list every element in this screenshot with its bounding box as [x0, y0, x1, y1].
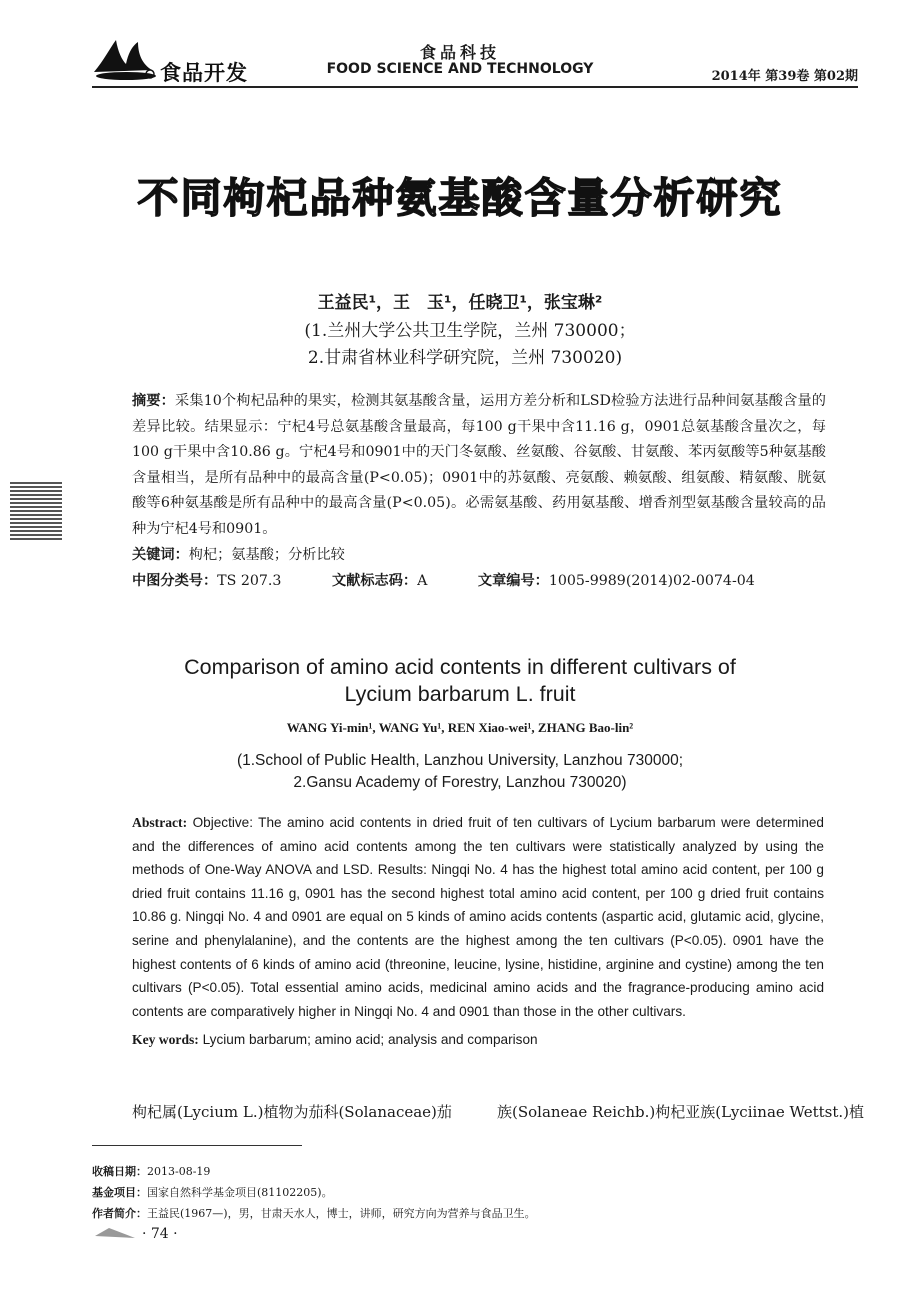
footnote-label: 作者简介： [92, 1207, 147, 1220]
authors-en: WANG Yi-min¹, WANG Yu¹, REN Xiao-wei¹, ZHANG Bao-lin² [286, 720, 634, 735]
journal-name-en: FOOD SCIENCE AND TECHNOLOGY [326, 61, 594, 77]
footnote-rule [92, 1145, 302, 1146]
authors-cn: 王益民¹，王 玉¹，任晓卫¹，张宝琳² [317, 293, 603, 313]
article-no-value: 1005-9989(2014)02-0074-04 [548, 573, 755, 589]
keywords-cn-label: 关键词： [132, 547, 189, 563]
footnote-text: 2013-08-19 [147, 1165, 211, 1178]
header-rule [92, 86, 858, 88]
clc-label: 中图分类号： [132, 573, 218, 589]
body-column-1: 枸杞属(Lycium L.)植物为茄科(Solanaceae)茄 [132, 1103, 452, 1121]
keywords-en-label: Key words: [132, 1032, 199, 1047]
classification-line [132, 570, 755, 590]
abstract-en-text: Objective: The amino acid contents in dried fruit of ten cultivars of Lycium barbarum were determined and the differences of amino acid contents among the ten cultivars were statistically analyzed by using the methods of One-Way ANOVA and LSD. Results: Ningqi No. 4 has the highest total amino acid content, per 100 g dried fruit contains 11.16 g, 0901 has the second highest total amino acid content, per 100 g dried fruit contains 10.86 g. Ningqi No. 4 and 0901 are equal on 5 kinds of amino acids contents (aspartic acid, glutamic acid, glycine, serine and phenylalanine), and the contents are the highest among the ten cultivars (P<0.05). 0901 have the highest contents of 6 kinds of amino acid (threonine, leucine, lysine, histidine, arginine and cystine) among the ten cultivars (P<0.05). Total essential amino acids, medicinal amino acids and the fragrance-producing amino acid contents are comparatively higher in Ningqi No. 4 and 0901 than those in the other cultivars. [132, 815, 824, 1019]
keywords-en-text: Lycium barbarum; amino acid; analysis and comparison [202, 1032, 538, 1047]
keywords-cn [132, 543, 826, 569]
footnote-received [92, 1163, 210, 1179]
abstract-en [132, 811, 824, 1023]
footnote-funding [92, 1184, 333, 1200]
footnote-text: 王益民(1967—)，男，甘肃天水人，博士，讲师，研究方向为营养与食品卫生。 [147, 1207, 536, 1220]
affiliation-en-2: 2.Gansu Academy of Forestry, Lanzhou 730020) [293, 774, 627, 791]
logo-text: 食品开发 [160, 61, 248, 85]
doc-code-label: 文献标志码： [331, 573, 418, 589]
footnote-label: 收稿日期： [92, 1165, 147, 1178]
affiliations-en [0, 750, 920, 794]
clc-value: TS 207.3 [217, 573, 282, 589]
abstract-cn [132, 389, 826, 543]
keywords-en [132, 1032, 824, 1048]
body-column-2: 族(Solaneae Reichb.)枸杞亚族(Lyciinae Wettst.)植 [497, 1103, 865, 1121]
abstract-en-label: Abstract: [132, 815, 188, 830]
title-en-line-2: Lycium barbarum L. fruit [344, 682, 576, 706]
page-ornament-icon [95, 1224, 139, 1244]
issue-info: 2014年 第39卷 第02期 [711, 69, 858, 84]
title-en-line-1: Comparison of amino acid contents in different cultivars of [184, 655, 736, 679]
paper-title-cn: 不同枸杞品种氨基酸含量分析研究 [137, 174, 783, 222]
keywords-cn-text: 枸杞；氨基酸；分析比较 [188, 547, 345, 563]
doc-code-value: A [417, 573, 428, 589]
abstract-cn-text: 采集10个枸杞品种的果实，检测其氨基酸含量，运用方差分析和LSD检验方法进行品种间氨基酸含量的差异比较。结果显示：宁杞4号总氨基酸含量最高，每100 g干果中含11.16 g，0901总氨基酸含量次之，每100 g干果中含10.86 g。宁杞4号和0901中的天门冬氨酸、丝氨酸、谷氨酸、甘氨酸、苯丙氨酸等5种氨基酸含量相当，是所有品种中的最高含量(P<0.05)；0901中的苏氨酸、亮氨酸、赖氨酸、组氨酸、精氨酸、胱氨酸等6种氨基酸是所有品种中的最高含量(P<0.05)。必需氨基酸、药用氨基酸、增香剂型氨基酸含量较高的品种为宁杞4号和0901。 [132, 393, 826, 537]
footnote-label: 基金项目： [92, 1186, 147, 1199]
paper-title-en [0, 654, 920, 708]
footnote-author-bio [92, 1205, 536, 1221]
affiliation-cn-1: (1.兰州大学公共卫生学院，兰州 730000； [304, 321, 636, 341]
journal-name-cn: 食品科技 [419, 43, 500, 62]
article-no-label: 文章编号： [477, 573, 549, 589]
margin-decoration [10, 482, 62, 540]
affiliation-en-1: (1.School of Public Health, Lanzhou University, Lanzhou 730000; [236, 752, 684, 769]
footnote-text: 国家自然科学基金项目(81102205)。 [147, 1186, 333, 1199]
affiliation-cn-2: 2.甘肃省林业科学研究院，兰州 730020) [307, 348, 623, 368]
page-number: · 74 · [142, 1226, 178, 1242]
abstract-cn-label: 摘要： [132, 393, 176, 409]
